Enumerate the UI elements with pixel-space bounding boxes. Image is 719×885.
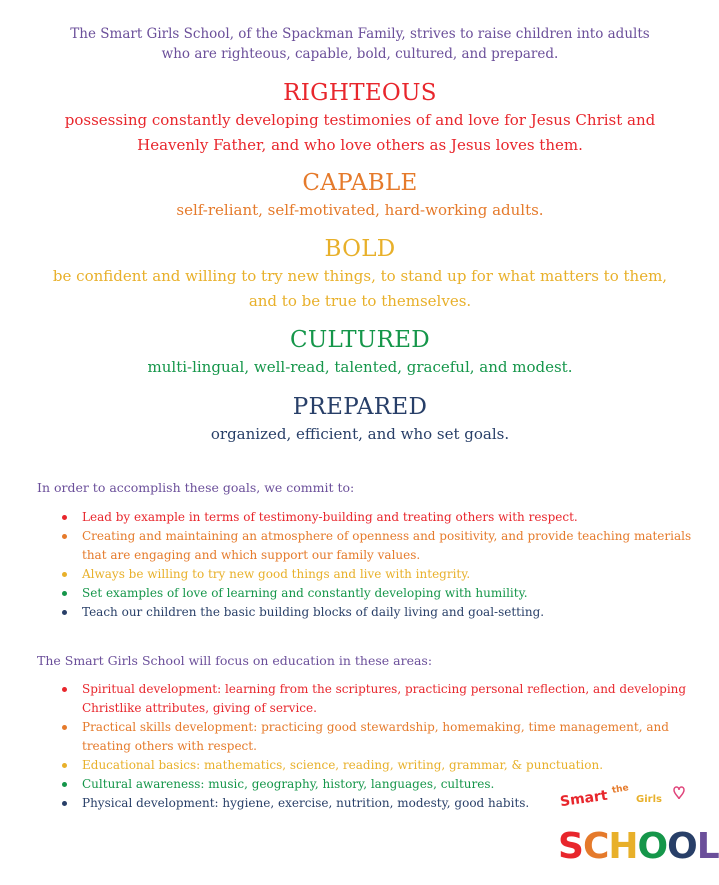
list-item-text: Always be willing to try new good things and live with integrity. bbox=[82, 567, 471, 581]
value-righteous bbox=[40, 78, 680, 158]
value-description: organized, efficient, and who set goals. bbox=[210, 425, 510, 443]
value-prepared bbox=[40, 392, 680, 447]
bullet-icon bbox=[62, 572, 67, 577]
value-description: be confident and willing to try new things, to stand up for what matters to them, and to be true to themselves. bbox=[52, 267, 668, 310]
value-description: multi-lingual, well-read, talented, graceful, and modest. bbox=[147, 358, 573, 376]
list-item-text: Creating and maintaining an atmosphere of openness and positivity, and provide teaching materials that are engaging and which support our family values. bbox=[82, 529, 692, 562]
svg-text:SCHOOL: SCHOOL bbox=[558, 826, 719, 867]
bullet-icon bbox=[62, 801, 67, 806]
heart-icon bbox=[674, 787, 684, 799]
value-title: PREPARED bbox=[292, 394, 428, 420]
logo-girls-text: Girls bbox=[636, 794, 662, 805]
svg-text:the bbox=[611, 783, 629, 796]
value-capable bbox=[40, 168, 680, 223]
value-cultured bbox=[40, 325, 680, 380]
focus-intro: The Smart Girls School will focus on education in these areas: bbox=[37, 653, 433, 668]
value-description: possessing constantly developing testimonies of and love for Jesus Christ and Heavenly Father, and who love others as Jesus loves them. bbox=[64, 111, 656, 154]
logo-school-word bbox=[558, 826, 719, 867]
logo-smart-text: Smart bbox=[559, 787, 609, 811]
commit-list bbox=[62, 508, 692, 622]
svg-text:Smart bbox=[559, 788, 609, 811]
list-item bbox=[62, 508, 692, 527]
svg-text:Girls bbox=[636, 794, 662, 805]
value-title: BOLD bbox=[324, 236, 396, 262]
value-description: self-reliant, self-motivated, hard-working adults. bbox=[176, 201, 544, 219]
value-title: CAPABLE bbox=[302, 170, 418, 196]
list-item-text: Physical development: hygiene, exercise, nutrition, modesty, good habits. bbox=[82, 796, 530, 810]
list-item bbox=[62, 680, 692, 718]
bullet-icon bbox=[62, 515, 67, 520]
list-item-text: Teach our children the basic building blocks of daily living and goal-setting. bbox=[82, 605, 545, 619]
bullet-icon bbox=[62, 591, 67, 596]
intro-statement: The Smart Girls School, of the Spackman Family, strives to raise children into adults who are righteous, capable, bold, cultured, and prepared. bbox=[70, 26, 650, 62]
bullet-icon bbox=[62, 610, 67, 615]
list-item-text: Spiritual development: learning from the scriptures, practicing personal reflection, and developing Christlike attributes, giving of service. bbox=[82, 682, 687, 715]
list-item bbox=[62, 565, 692, 584]
logo-the-text: the bbox=[611, 783, 630, 796]
bullet-icon bbox=[62, 534, 67, 539]
list-item bbox=[62, 718, 692, 756]
value-title: CULTURED bbox=[289, 327, 431, 353]
list-item-text: Cultural awareness: music, geography, history, languages, cultures. bbox=[82, 777, 495, 791]
bullet-icon bbox=[62, 763, 67, 768]
bullet-icon bbox=[62, 687, 67, 692]
bullet-icon bbox=[62, 782, 67, 787]
list-item-text: Educational basics: mathematics, science, reading, writing, grammar, & punctuation. bbox=[82, 758, 604, 772]
school-logo bbox=[556, 778, 719, 867]
list-item bbox=[62, 603, 692, 622]
list-item bbox=[62, 527, 692, 565]
list-item-text: Set examples of love of learning and constantly developing with humility. bbox=[82, 586, 528, 600]
value-bold bbox=[40, 234, 680, 314]
commit-intro: In order to accomplish these goals, we commit to: bbox=[37, 480, 355, 495]
list-item bbox=[62, 756, 692, 775]
bullet-icon bbox=[62, 725, 67, 730]
list-item-text: Practical skills development: practicing good stewardship, homemaking, time management, and treating others with respect. bbox=[82, 720, 669, 753]
list-item bbox=[62, 584, 692, 603]
list-item-text: Lead by example in terms of testimony-building and treating others with respect. bbox=[82, 510, 578, 524]
value-title: RIGHTEOUS bbox=[283, 80, 437, 106]
